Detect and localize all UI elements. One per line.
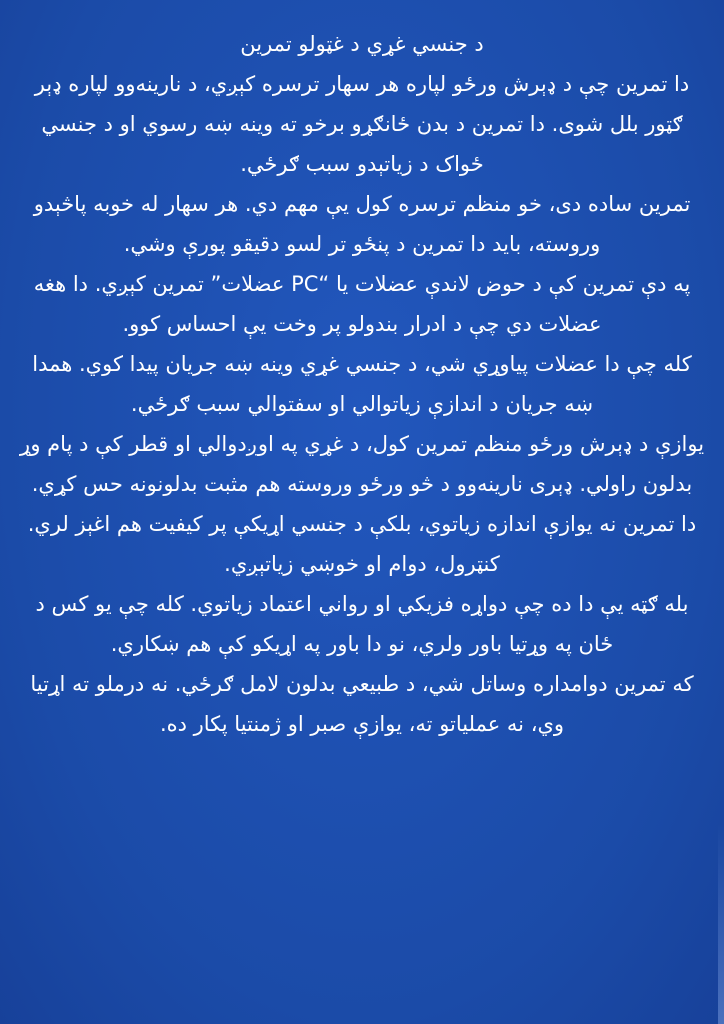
paragraph-8: که تمرين دوامداره وساتل شي، د طبيعي بدلون لامل ګرځي. نه درملو ته اړتيا وي، نه عملياتو ته، يوازې صبر او ژمنتيا پکار ده. — [30, 672, 694, 736]
edge-glint-decoration — [718, 824, 724, 1024]
paragraph-2: تمرين ساده دی، خو منظم ترسره کول يې مهم دي. هر سهار له خوبه پاڅېدو وروسته، بايد دا تمرين د پنځو تر لسو دقيقو پورې وشي. — [33, 192, 691, 256]
paragraph-1: دا تمرين چې د ډېرش ورځو لپاره هر سهار ترسره کېږي، د نارينه‌وو لپاره ډېر ګټور بلل شوی. دا تمرين د بدن ځانګړو برخو ته وينه ښه رسوي او د جنسي ځواک د زياتېدو سبب ګرځي. — [34, 72, 690, 176]
paragraph-6: دا تمرين نه يوازې اندازه زياتوي، بلکې د جنسي اړيکې پر کيفيت هم اغېز لري. کنټرول، دوام او خوښي زياتېږي. — [27, 512, 697, 576]
paragraph-7: بله ګټه يې دا ده چې دواړه فزيکي او رواني اعتماد زياتوي. کله چې يو کس د ځان په وړتيا باور ولري، نو دا باور په اړيکو کې هم ښکاري. — [35, 592, 689, 656]
paragraph-5: يوازې د ډېرش ورځو منظم تمرين کول، د غړي په اوږدوالي او قطر کې د پام وړ بدلون راولي. ډېرى نارينه‌وو د څو ورځو وروسته هم مثبت بدلونونه حس کړي. — [19, 432, 705, 496]
paragraph-4: کله چې دا عضلات پياوړي شي، د جنسي غړي وينه ښه جريان پيدا کوي. همدا ښه جريان د اندازې زياتوالي او سفتوالي سبب ګرځي. — [32, 352, 692, 416]
document-title: د جنسي غړي د غټولو تمرين — [240, 32, 484, 56]
paragraph-3: په دې تمرين کې د حوض لاندې عضلات يا “PC عضلات” تمرين کېږي. دا هغه عضلات دي چې د ادرار بندولو پر وخت يې احساس کوو. — [33, 272, 691, 336]
